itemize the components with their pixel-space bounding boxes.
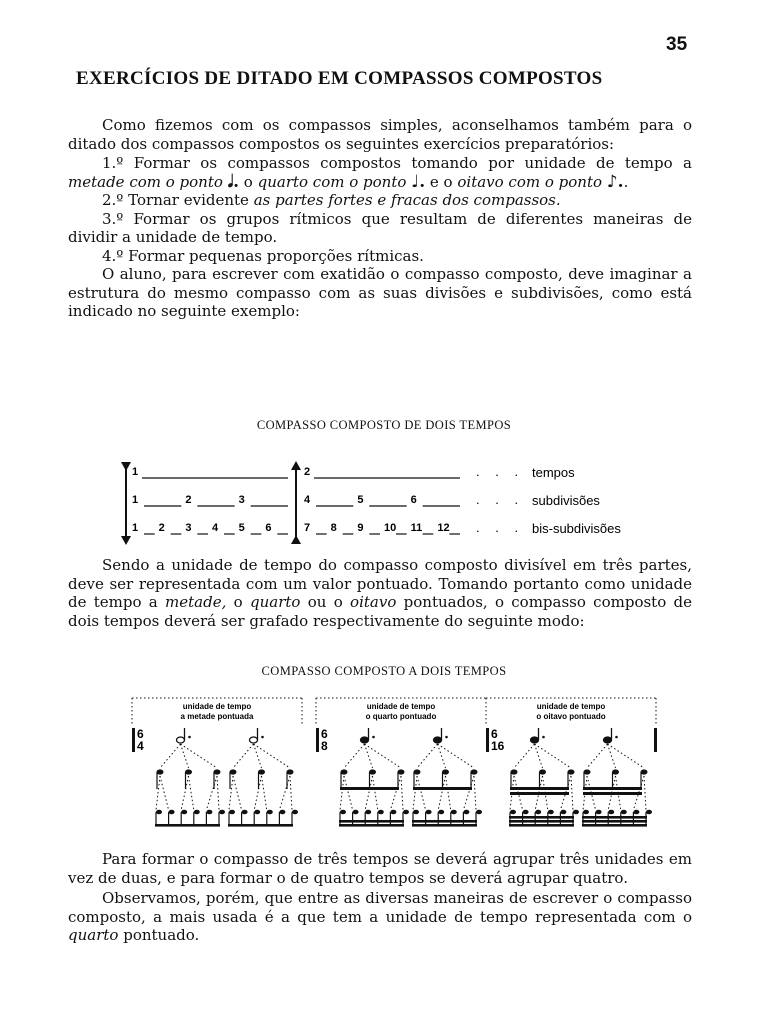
beam	[509, 824, 574, 827]
beam	[510, 792, 569, 795]
aluno-paragraph: O aluno, para escrever com exatidão o compasso composto, deve imaginar a estrutura do mesmo compasso com as suas divisões e subdivisões, como está indicado no seguinte exemplo:	[68, 265, 692, 320]
count-number: 10	[384, 522, 397, 534]
note-icon	[229, 810, 235, 815]
note-icon	[573, 810, 579, 815]
tree-connector	[417, 776, 426, 810]
note-icon	[365, 810, 371, 815]
tree-connector	[608, 744, 616, 768]
dotted-eighth-note-icon: ♪.	[606, 171, 624, 192]
sendo-paragraph	[68, 556, 692, 630]
note-icon	[413, 810, 419, 815]
note-icon	[621, 810, 627, 815]
section-text	[68, 116, 692, 321]
note-icon	[292, 810, 298, 815]
tree-connector	[571, 776, 573, 810]
sendo-g: pontuados, o compasso composto de dois tempos deverá ser grafado respectivamente do seguinte modo:	[68, 593, 692, 630]
tree-connector	[401, 776, 403, 810]
diagram-2-caption: COMPASSO COMPOSTO A DOIS TEMPOS	[261, 664, 507, 678]
note-icon	[340, 810, 346, 815]
item-1-text: Formar os compassos compostos tomando por unidade de tempo a	[133, 154, 692, 172]
item-2	[68, 191, 692, 210]
time-signature-top: 6	[321, 727, 328, 741]
count-number: 2	[185, 494, 192, 506]
arrow-down-icon	[121, 536, 131, 545]
tree-connector	[254, 744, 291, 768]
augmentation-dot	[261, 736, 264, 739]
note-icon	[242, 810, 248, 815]
count-number: 3	[238, 494, 245, 506]
box-label-line-1: unidade de tempo	[182, 702, 252, 711]
closing-text	[68, 850, 692, 945]
note-icon	[596, 810, 602, 815]
tree-connector	[390, 776, 401, 810]
note-icon	[523, 810, 529, 815]
augmentation-dot	[188, 736, 191, 739]
note-icon	[194, 810, 200, 815]
item-4-text: Formar pequenas proporções rítmicas.	[128, 246, 424, 265]
count-number: 4	[304, 494, 311, 506]
augmentation-dot	[445, 736, 448, 739]
beat-subdivision-diagram	[0, 458, 768, 558]
note-icon	[438, 810, 444, 815]
item-1-o: o	[243, 172, 253, 191]
dotted-half-note-icon: 𝅗𝅥.	[227, 171, 240, 192]
bar-line	[316, 728, 319, 752]
item-1-end: .	[623, 172, 629, 191]
tree-connector	[217, 776, 219, 810]
tree-connector	[160, 744, 181, 768]
count-number: 2	[304, 466, 311, 478]
count-number: 7	[304, 522, 311, 534]
note-icon	[510, 810, 516, 815]
item-1-oitavo: oitavo com o ponto	[457, 172, 603, 191]
item-4	[68, 247, 692, 266]
count-number: 4	[212, 522, 219, 534]
tree-connector	[474, 776, 476, 810]
tree-connector	[446, 776, 451, 810]
dotted-note-icon	[434, 737, 442, 743]
beam	[582, 820, 647, 823]
sendo-metade: metade,	[165, 593, 227, 611]
row-label: tempos	[532, 465, 575, 480]
count-number: 11	[410, 522, 423, 534]
item-1-e-o: e o	[429, 172, 453, 191]
item-4-number: 4.º	[102, 246, 124, 265]
count-number: 2	[158, 522, 165, 534]
leader-dots: . . .	[476, 492, 525, 507]
page-number: 35	[666, 34, 688, 55]
tree-connector	[417, 744, 438, 768]
note-icon	[583, 810, 589, 815]
tree-connector	[365, 776, 372, 810]
note-icon	[219, 810, 225, 815]
note-icon	[646, 810, 652, 815]
tree-connector	[344, 744, 365, 768]
note-icon	[608, 810, 614, 815]
obs-a: Observamos, porém, que entre as diversas maneiras de escrever o compasso composto, a mais usada é a que tem a unidade de tempo representada com o	[68, 889, 692, 926]
obs-c: pontuado.	[123, 926, 200, 944]
tree-connector	[233, 776, 242, 810]
beam	[155, 824, 220, 827]
dotted-note-icon	[531, 737, 539, 743]
note-icon	[535, 810, 541, 815]
tree-connector	[535, 744, 543, 768]
count-number: 1	[132, 466, 139, 478]
item-3-text: Formar os grupos rítmicos que resultam de diferentes maneiras de dividir a unidade de tempo.	[68, 209, 692, 246]
count-number: 5	[357, 494, 364, 506]
bar-line	[654, 728, 657, 752]
dotted-note-icon	[604, 737, 612, 743]
row-label: bis-subdivisões	[532, 521, 621, 536]
note-icon	[181, 810, 187, 815]
time-signature-top: 6	[137, 727, 144, 741]
tree-connector	[181, 744, 189, 768]
tres-paragraph: Para formar o compasso de três tempos se deverá agrupar três unidades em vez de duas, e para formar o de quatro tempos se deverá agrupar quatro.	[68, 850, 692, 887]
tree-connector	[438, 744, 475, 768]
count-number: 3	[185, 522, 192, 534]
box-label-line-2: a metade pontuada	[180, 712, 254, 721]
beam	[412, 824, 477, 827]
tree-connector	[189, 776, 194, 810]
note-icon	[254, 810, 260, 815]
bar-line	[132, 728, 135, 752]
note-icon	[548, 810, 554, 815]
note-icon	[451, 810, 457, 815]
augmentation-dot	[542, 736, 545, 739]
count-number: 5	[238, 522, 245, 534]
obs-paragraph	[68, 889, 692, 945]
box-label-line-2: o oitavo pontuado	[536, 712, 606, 721]
time-signature-bottom: 8	[321, 739, 328, 753]
time-signature-bottom: 16	[491, 739, 505, 753]
intro-paragraph: Como fizemos com os compassos simples, aconselhamos também para o ditado dos compassos compostos os seguintes exercícios preparatórios:	[68, 116, 692, 153]
tree-connector	[160, 776, 169, 810]
beam	[582, 816, 647, 819]
item-1-number: 1.º	[102, 154, 124, 172]
tree-connector	[365, 744, 373, 768]
note-icon	[633, 810, 639, 815]
note-icon	[378, 810, 384, 815]
augmentation-dot	[372, 736, 375, 739]
dotted-note-icon	[361, 737, 369, 743]
tree-connector	[254, 776, 261, 810]
tree-connector	[262, 776, 267, 810]
leader-dots: . . .	[476, 520, 525, 535]
note-icon	[560, 810, 566, 815]
beam	[509, 820, 574, 823]
tree-connector	[279, 776, 290, 810]
sendo-o: o	[233, 593, 243, 611]
item-1-quarto: quarto com o ponto	[257, 172, 407, 191]
item-3	[68, 210, 692, 247]
note-icon	[353, 810, 359, 815]
beam	[509, 816, 574, 819]
time-signature-top: 6	[491, 727, 498, 741]
sendo-a: Sendo a unidade de tempo do compasso composto divisível em três partes, deve ser representada com um valor pontuado. Tomando portanto como unidade de tempo a	[68, 556, 692, 611]
tree-connector	[587, 744, 608, 768]
count-number: 6	[265, 522, 272, 534]
item-2-italic: as partes fortes e fracas dos compassos.	[253, 191, 561, 209]
item-3-number: 3.º	[102, 209, 124, 228]
item-2-number: 2.º	[102, 191, 124, 209]
bar-line	[486, 728, 489, 752]
sendo-text	[68, 556, 692, 630]
beam	[412, 820, 477, 823]
beam	[339, 820, 404, 823]
tree-connector	[344, 776, 353, 810]
note-icon	[390, 810, 396, 815]
note-icon	[279, 810, 285, 815]
sendo-quarto: quarto	[250, 593, 301, 611]
row-label: subdivisões	[532, 493, 600, 508]
tree-connector	[535, 744, 572, 768]
arrow-up-icon	[291, 535, 301, 544]
box-label-line-2: o quarto pontuado	[365, 712, 437, 721]
tree-connector	[181, 776, 188, 810]
note-icon	[403, 810, 409, 815]
count-number: 9	[357, 522, 364, 534]
tree-connector	[181, 744, 218, 768]
diagram-1-caption: COMPASSO COMPOSTO DE DOIS TEMPOS	[256, 418, 512, 432]
sendo-oitavo: oitavo	[350, 593, 397, 611]
tree-connector	[365, 744, 402, 768]
dotted-quarter-note-icon: ♩.	[411, 171, 426, 192]
box-label-line-1: unidade de tempo	[536, 702, 606, 711]
tree-connector	[644, 776, 646, 810]
tree-connector	[206, 776, 217, 810]
page-title: EXERCÍCIOS DE DITADO EM COMPASSOS COMPOSTOS	[76, 68, 603, 89]
beam	[228, 824, 293, 827]
dotted-note-icon	[177, 737, 185, 743]
note-icon	[156, 810, 162, 815]
tree-connector	[233, 744, 254, 768]
arrow-down-icon	[121, 462, 131, 471]
obs-quarto: quarto	[68, 926, 119, 944]
box-label-line-1: unidade de tempo	[366, 702, 436, 711]
tree-connector	[438, 776, 445, 810]
note-icon	[169, 810, 175, 815]
count-number: 1	[132, 522, 139, 534]
dotted-note-icon	[250, 737, 258, 743]
item-1-metade: metade com o ponto	[68, 172, 223, 191]
beam	[339, 824, 404, 827]
leader-dots: . . .	[476, 464, 525, 479]
count-number: 8	[330, 522, 337, 534]
tree-connector	[373, 776, 378, 810]
sendo-ou-o: ou o	[307, 593, 343, 611]
tree-connector	[463, 776, 474, 810]
augmentation-dot	[615, 736, 618, 739]
note-icon	[206, 810, 212, 815]
tree-connector	[290, 776, 292, 810]
tree-connector	[438, 744, 446, 768]
time-signature-bottom: 4	[137, 739, 144, 753]
tree-connector	[254, 744, 262, 768]
note-icon	[267, 810, 273, 815]
count-number: 6	[410, 494, 417, 506]
tree-connector	[608, 744, 645, 768]
arrow-up-icon	[291, 461, 301, 470]
note-tree-diagram	[0, 692, 768, 842]
count-number: 12	[437, 522, 450, 534]
item-2-text: Tornar evidente	[128, 191, 249, 209]
note-icon	[476, 810, 482, 815]
tree-connector	[514, 744, 535, 768]
item-1	[68, 154, 692, 191]
note-icon	[463, 810, 469, 815]
beam	[582, 824, 647, 827]
count-number: 1	[132, 494, 139, 506]
note-icon	[426, 810, 432, 815]
beam	[583, 792, 642, 795]
